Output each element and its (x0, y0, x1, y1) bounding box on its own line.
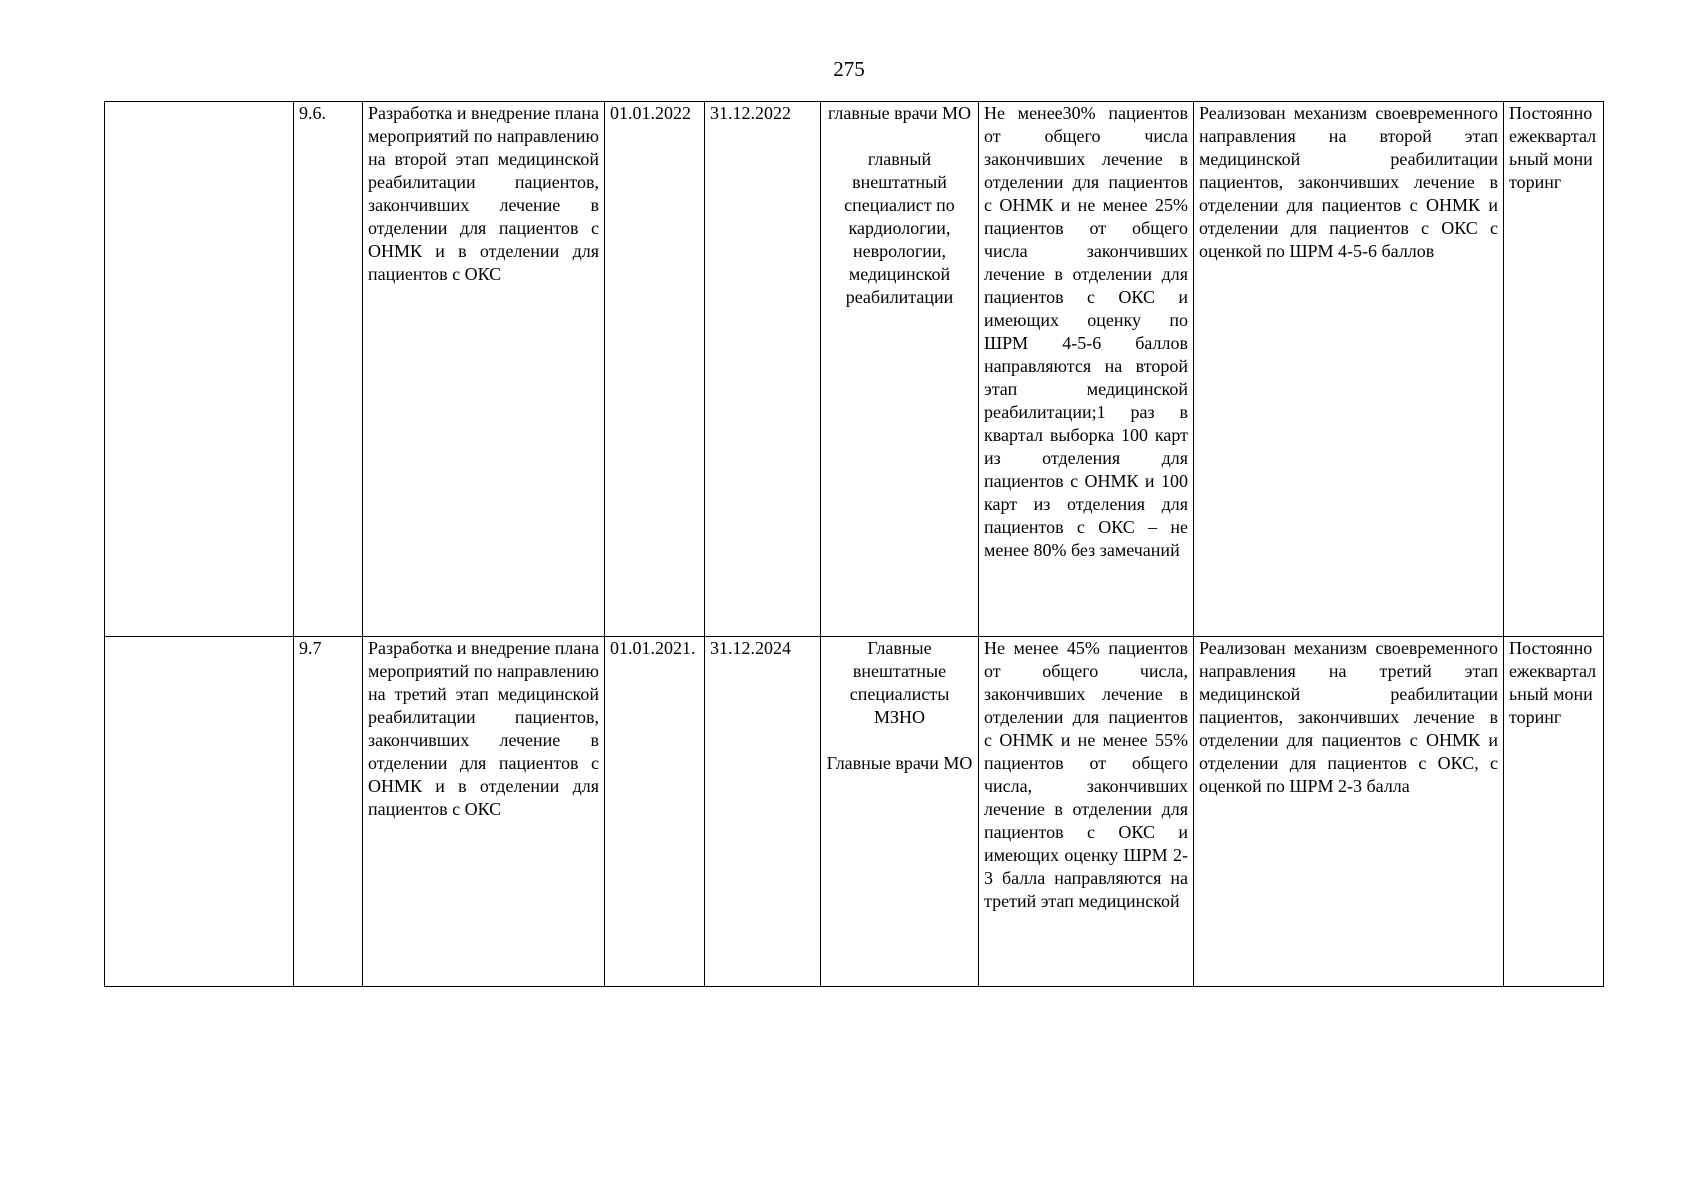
blank-cell (105, 637, 294, 987)
control-periodicity: Постоянно ежеквартальный мониторинг (1504, 637, 1604, 987)
end-date: 31.12.2022 (705, 102, 821, 637)
table-row (105, 637, 1604, 987)
activity-description: Разработка и внедрение плана мероприятий по направлению на второй этап медицинской реабилитации пациентов, закончивших лечение в отделении для пациентов с ОНМК и в отделении для пациентов с ОКС (363, 102, 605, 637)
responsible-cell (821, 102, 979, 637)
activities-table (104, 101, 1604, 987)
responsible-primary: Главные внештатные специалисты МЗНО (849, 638, 950, 727)
expected-result: Реализован механизм своевременного направления на третий этап медицинской реабилитации пациентов, закончивших лечение в отделении для пациентов с ОНМК и отделении для пациентов с ОКС, с оценкой по ШРМ 2-3 балла (1194, 637, 1504, 987)
table-row (105, 102, 1604, 637)
item-number: 9.6. (294, 102, 363, 637)
target-indicator: Не менее30% пациентов от общего числа закончивших лечение в отделении для пациентов с ОНМК и не менее 25% пациентов от общего числа закончивших лечение в отделении для пациентов с ОКС и имеющих оценку по ШРМ 4-5-6 баллов направляются на второй этап медицинской реабилитации;1 раз в квартал выборка 100 карт из отделения для пациентов с ОНМК и 100 карт из отделения для пациентов с ОКС – не менее 80% без замечаний (979, 102, 1194, 637)
responsible-secondary: главный внештатный специалист по кардиологии, неврологии, медицинской реабилитации (844, 149, 955, 307)
page-number: 275 (833, 57, 865, 81)
start-date: 01.01.2021. (605, 637, 705, 987)
responsible-cell (821, 637, 979, 987)
expected-result: Реализован механизм своевременного направления на второй этап медицинской реабилитации пациентов, закончивших лечение в отделении для пациентов с ОНМК и отделении для пациентов с ОКС с оценкой по ШРМ 4-5-6 баллов (1194, 102, 1504, 637)
blank-cell (105, 102, 294, 637)
target-indicator: Не менее 45% пациентов от общего числа, закончивших лечение в отделении для пациентов с ОНМК и не менее 55% пациентов от общего числа, закончивших лечение в отделении для пациентов с ОКС и имеющих оценку ШРМ 2-3 балла направляются на третий этап медицинской (979, 637, 1194, 987)
responsible-secondary: Главные врачи МО (826, 753, 973, 773)
responsible-primary: главные врачи МО (827, 103, 972, 123)
item-number: 9.7 (294, 637, 363, 987)
activity-description: Разработка и внедрение плана мероприятий по направлению на третий этап медицинской реабилитации пациентов, закончивших лечение в отделении для пациентов с ОНМК и в отделении для пациентов с ОКС (363, 637, 605, 987)
control-periodicity: Постоянно ежеквартальный мониторинг (1504, 102, 1604, 637)
end-date: 31.12.2024 (705, 637, 821, 987)
start-date: 01.01.2022 (605, 102, 705, 637)
